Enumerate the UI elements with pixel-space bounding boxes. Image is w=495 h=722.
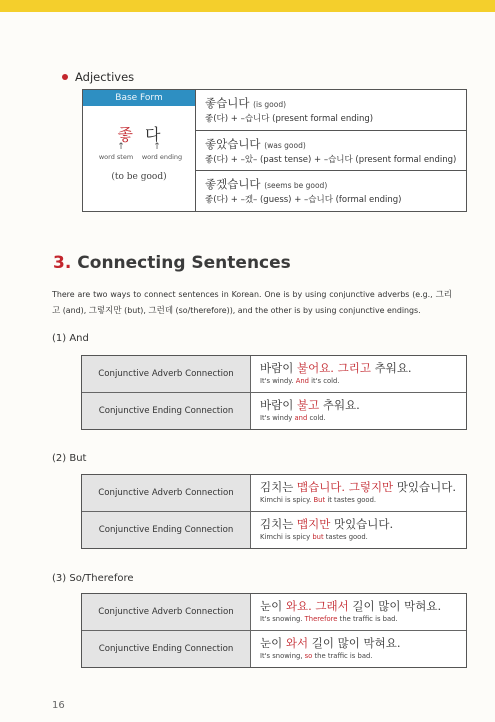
page-number: 16 [52,700,65,711]
top-color-bar [0,0,495,12]
example-row [82,631,466,667]
conjugation-row [196,90,466,131]
intro-paragraph: There are two ways to connect sentences in Korean. One is by using conjunctive adverbs (e.g., 그리고 (and), 그렇지만 (but), 그런데 (so/therefore)), and the other is by using conjunctive endings. [52,290,452,316]
english-translation: It's snowing. Therefore the traffic is bad. [260,615,398,623]
word-stem: 좋 [117,125,133,144]
section-title-text: Connecting Sentences [77,253,291,273]
english-translation: Kimchi is spicy but tastes good. [260,533,368,541]
word-ending-label: word ending [141,153,183,161]
subsection-label: (3) So/Therefore [52,573,134,584]
example-row [82,393,466,429]
meaning: (to be good) [111,172,167,182]
connection-type: Conjunctive Ending Connection [82,393,251,429]
connection-type: Conjunctive Ending Connection [82,631,251,667]
korean-sentence: 눈이 와서 길이 많이 막혀요. [260,636,401,650]
example-table [81,593,467,668]
adjectives-heading: Adjectives [62,70,134,84]
connection-type: Conjunctive Ending Connection [82,512,251,548]
base-form-header: Base Form [83,90,195,106]
korean-sentence: 김치는 맵습니다. 그렇지만 맛있습니다. [260,480,457,494]
example-table [81,474,467,549]
bullet-icon [62,74,68,80]
stem-ending-labels [83,153,195,161]
english-translation: It's snowing, so the traffic is bad. [260,652,373,660]
gloss: (is good) [253,100,287,109]
korean-sentence: 바람이 불고 추워요. [260,398,360,412]
gloss: (was good) [264,141,306,150]
connection-type: Conjunctive Adverb Connection [82,356,251,392]
gloss: (seems be good) [264,181,328,190]
conjugated-word: 좋습니다 [205,96,250,110]
example-row [82,512,466,548]
example-row [82,594,466,631]
conjugation-row [196,131,466,171]
breakdown: 좋(다) + –겠– (guess) + –습니다 (formal ending) [205,195,402,205]
base-form-cell [83,90,196,211]
english-translation: Kimchi is spicy. But it tastes good. [260,496,377,504]
up-arrow-icon: ↑ [117,142,125,152]
example-table [81,355,467,430]
breakdown: 좋(다) + –았– (past tense) + –습니다 (present formal ending) [205,155,457,165]
conjugated-word: 좋았습니다 [205,137,261,151]
section-title [53,253,291,273]
connection-type: Conjunctive Adverb Connection [82,594,251,630]
subsection-label: (2) But [52,453,87,464]
breakdown: 좋(다) + –습니다 (present formal ending) [205,114,374,124]
word-ending: 다 [145,125,161,144]
arrow-row [83,142,195,152]
connection-type: Conjunctive Adverb Connection [82,475,251,511]
conjugation-row [196,171,466,211]
adjectives-table [82,89,467,212]
word-stem-label: word stem [98,153,134,161]
english-translation: It's windy and cold. [260,414,326,422]
subsection-label: (1) And [52,333,89,344]
up-arrow-icon: ↑ [153,142,161,152]
korean-sentence: 바람이 불어요. 그리고 추워요. [260,361,412,375]
korean-sentence: 김치는 맵지만 맛있습니다. [260,517,394,531]
section-number: 3. [53,253,72,273]
conjugated-word: 좋겠습니다 [205,177,261,191]
korean-sentence: 눈이 와요. 그래서 길이 많이 막혀요. [260,599,442,613]
example-row [82,356,466,393]
example-row [82,475,466,512]
english-translation: It's windy. And it's cold. [260,377,340,385]
